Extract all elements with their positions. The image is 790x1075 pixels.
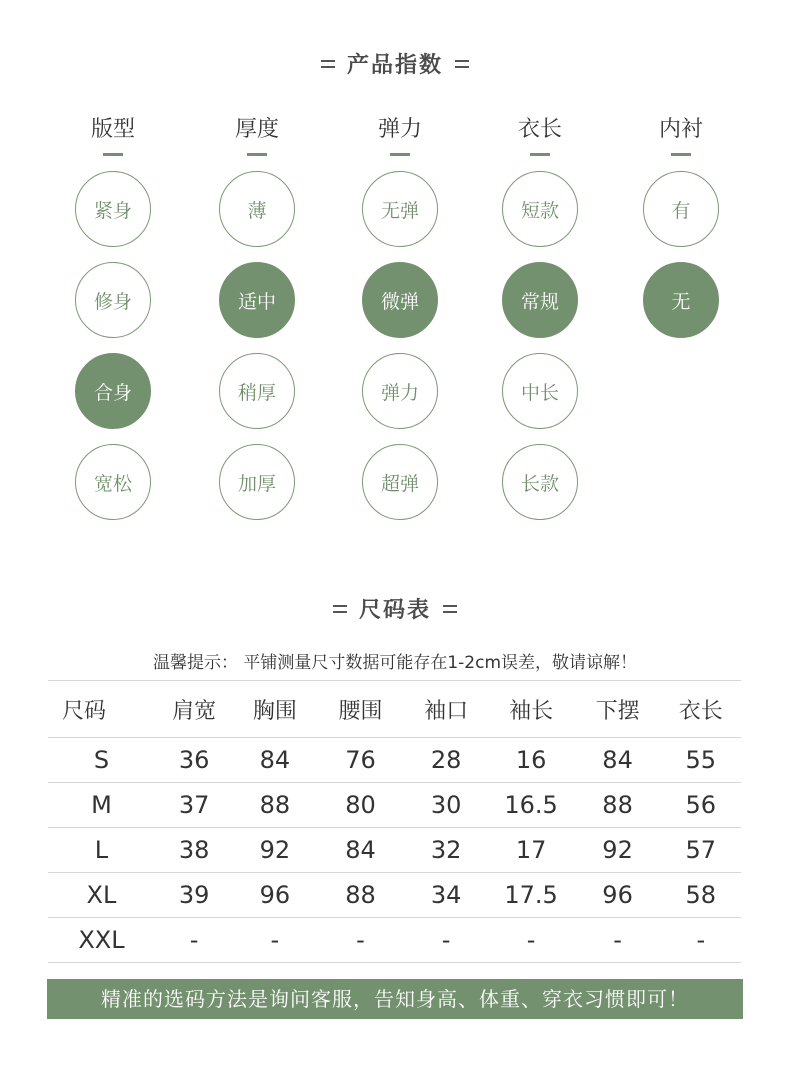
index-option: 中长 [502,353,578,429]
size-table-header-cell: 袖口 [405,681,488,738]
size-value-cell: 88 [575,783,661,828]
index-option: 有 [643,171,719,247]
index-option-selected: 常规 [502,262,578,338]
size-label-cell: L [48,828,155,873]
size-value-cell: 76 [316,738,404,783]
index-option: 薄 [219,171,295,247]
size-value-cell: 84 [233,738,316,783]
size-table-header-cell: 下摆 [575,681,661,738]
index-option: 弹力 [362,353,438,429]
index-column-label: 弹力 [377,117,422,142]
title-left-equals-icon [321,60,335,68]
index-options [500,171,580,520]
size-table-header-cell: 肩宽 [155,681,233,738]
size-value-cell: 36 [155,738,233,783]
size-table-header-cell: 腰围 [316,681,404,738]
size-value-cell: - [661,918,741,963]
size-value-cell: 88 [316,873,404,918]
size-value-cell: 16.5 [488,783,575,828]
index-option-selected: 合身 [75,353,151,429]
index-option: 宽松 [75,444,151,520]
product-index-title [0,48,790,79]
index-option-selected: 微弹 [362,262,438,338]
index-column-underline [247,153,267,156]
product-index-title-text: 产品指数 [346,53,443,78]
size-table-header-cell: 袖长 [488,681,575,738]
size-chart-title-text: 尺码表 [358,598,431,623]
size-value-cell: 58 [661,873,741,918]
index-options [360,171,440,520]
size-label-cell: XL [48,873,155,918]
size-table-header-cell: 胸围 [233,681,316,738]
index-option: 加厚 [219,444,295,520]
footer-banner: 精准的选码方法是询问客服，告知身高、体重、穿衣习惯即可！ [47,979,743,1019]
size-value-cell: 96 [233,873,316,918]
size-value-cell: 92 [575,828,661,873]
index-option: 稍厚 [219,353,295,429]
size-value-cell: 80 [316,783,404,828]
size-value-cell: - [488,918,575,963]
size-label-cell: M [48,783,155,828]
size-value-cell: 32 [405,828,488,873]
size-value-cell: - [405,918,488,963]
size-value-cell: 84 [575,738,661,783]
size-value-cell: 55 [661,738,741,783]
measurement-tip: 温馨提示： 平铺测量尺寸数据可能存在1-2cm误差，敬请谅解！ [152,653,638,673]
size-value-cell: 96 [575,873,661,918]
size-label-cell: S [48,738,155,783]
size-value-cell: 57 [661,828,741,873]
index-column-label: 厚度 [234,117,279,142]
index-option: 短款 [502,171,578,247]
index-column-underline [390,153,410,156]
title-left-equals-icon [333,605,347,613]
size-label-cell: XXL [48,918,155,963]
index-column [641,115,721,353]
index-option: 修身 [75,262,151,338]
size-table [48,680,741,963]
index-option: 无弹 [362,171,438,247]
size-value-cell: 88 [233,783,316,828]
size-value-cell: - [575,918,661,963]
index-option-selected: 适中 [219,262,295,338]
size-value-cell: - [316,918,404,963]
table-row [48,873,741,918]
table-row [48,828,741,873]
size-value-cell: - [233,918,316,963]
index-column [73,115,153,535]
index-column-underline [530,153,550,156]
size-value-cell: 37 [155,783,233,828]
index-option: 超弹 [362,444,438,520]
size-value-cell: 30 [405,783,488,828]
index-column-underline [103,153,123,156]
index-option: 紧身 [75,171,151,247]
index-options [217,171,297,520]
size-value-cell: 28 [405,738,488,783]
index-column-label: 内衬 [658,117,703,142]
title-right-equals-icon [443,605,457,613]
size-chart-title [0,593,790,624]
size-value-cell: 16 [488,738,575,783]
size-table-header-cell: 尺码 [48,681,155,738]
index-column [217,115,297,535]
index-option: 长款 [502,444,578,520]
table-row [48,918,741,963]
size-value-cell: 39 [155,873,233,918]
size-value-cell: 92 [233,828,316,873]
title-right-equals-icon [455,60,469,68]
size-value-cell: 17.5 [488,873,575,918]
size-value-cell: 38 [155,828,233,873]
size-value-cell: - [155,918,233,963]
table-row [48,783,741,828]
index-option-selected: 无 [643,262,719,338]
size-value-cell: 84 [316,828,404,873]
index-options [641,171,721,338]
index-options [73,171,153,520]
size-table-body [48,738,741,963]
index-column-label: 衣长 [517,117,562,142]
size-table-header-row [48,681,741,738]
index-column-underline [671,153,691,156]
index-column-label: 版型 [90,117,135,142]
size-value-cell: 34 [405,873,488,918]
index-column [360,115,440,535]
size-table-header-cell: 衣长 [661,681,741,738]
index-column [500,115,580,535]
size-value-cell: 17 [488,828,575,873]
size-value-cell: 56 [661,783,741,828]
table-row [48,738,741,783]
